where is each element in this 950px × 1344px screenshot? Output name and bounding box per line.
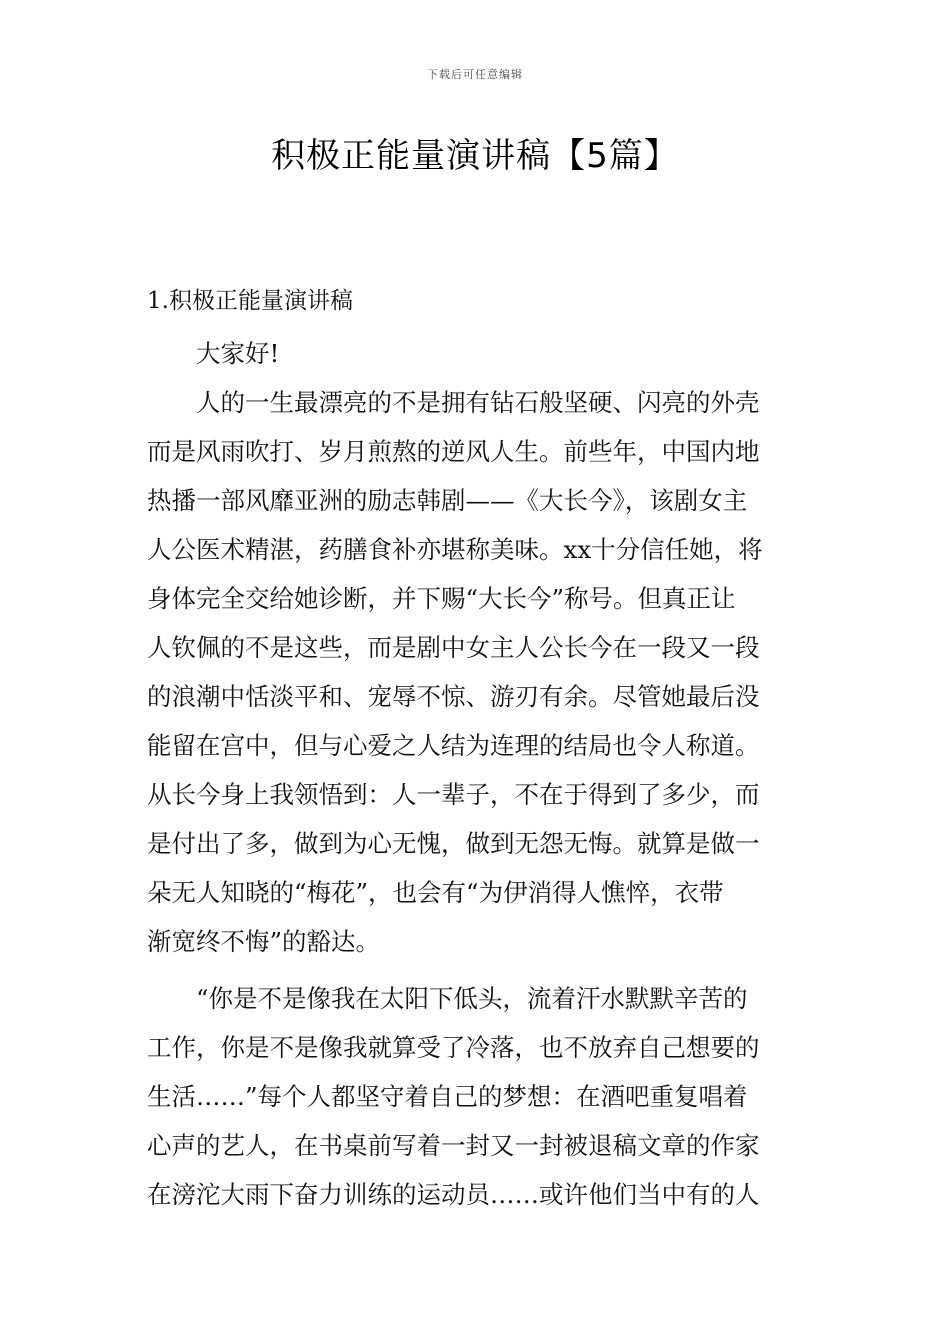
text-line: 大家好! bbox=[196, 339, 280, 368]
text-line: 心声的艺人，在书桌前写着一封又一封被退稿文章的作家 bbox=[147, 1131, 760, 1160]
text-line: 能留在宫中，但与心爱之人结为连理的结局也令人称道。 bbox=[147, 731, 760, 760]
document-title: 积极正能量演讲稿【5篇】 bbox=[271, 136, 679, 176]
text-line: 的浪潮中恬淡平和、宠辱不惊、游刃有余。尽管她最后没 bbox=[147, 682, 760, 711]
paragraph bbox=[147, 378, 807, 966]
text-line: 朵无人知晓的“梅花”，也会有“为伊消得人憔悴，衣带 bbox=[147, 878, 724, 907]
paragraph bbox=[147, 329, 807, 378]
text-line: 生活……”每个人都坚守着自己的梦想：在酒吧重复唱着 bbox=[147, 1082, 748, 1111]
text-line: 人的一生最漂亮的不是拥有钻石般坚硬、闪亮的外壳 bbox=[196, 388, 760, 417]
body-text bbox=[147, 329, 807, 1219]
text-line: 工作，你是不是像我就算受了冷落，也不放弃自己想要的 bbox=[147, 1033, 760, 1062]
text-line: 人公医术精湛，药膳食补亦堪称美味。xx十分信任她，将 bbox=[147, 535, 763, 564]
text-line: 从长今身上我领悟到：人一辈子，不在于得到了多少，而 bbox=[147, 780, 760, 809]
text-line: 身体完全交给她诊断，并下赐“大长今”称号。但真正让 bbox=[147, 584, 736, 613]
text-line: “你是不是像我在太阳下低头，流着汗水默默辛苦的 bbox=[196, 984, 748, 1013]
paragraph bbox=[147, 974, 807, 1219]
text-line: 渐宽终不悔”的豁达。 bbox=[147, 927, 381, 956]
header-note: 下载后可任意编辑 bbox=[427, 68, 523, 81]
text-line: 是付出了多，做到为心无愧，做到无怨无悔。就算是做一 bbox=[147, 829, 760, 858]
text-line: 而是风雨吹打、岁月煎熬的逆风人生。前些年，中国内地 bbox=[147, 437, 760, 466]
paragraph-gap bbox=[147, 966, 807, 974]
text-line: 热播一部风靡亚洲的励志韩剧——《大长今》，该剧女主 bbox=[147, 486, 748, 515]
text-line: 人钦佩的不是这些，而是剧中女主人公长今在一段又一段 bbox=[147, 633, 760, 662]
section-heading: 1.积极正能量演讲稿 bbox=[147, 288, 353, 314]
text-line: 在滂沱大雨下奋力训练的运动员……或许他们当中有的人 bbox=[147, 1180, 760, 1209]
